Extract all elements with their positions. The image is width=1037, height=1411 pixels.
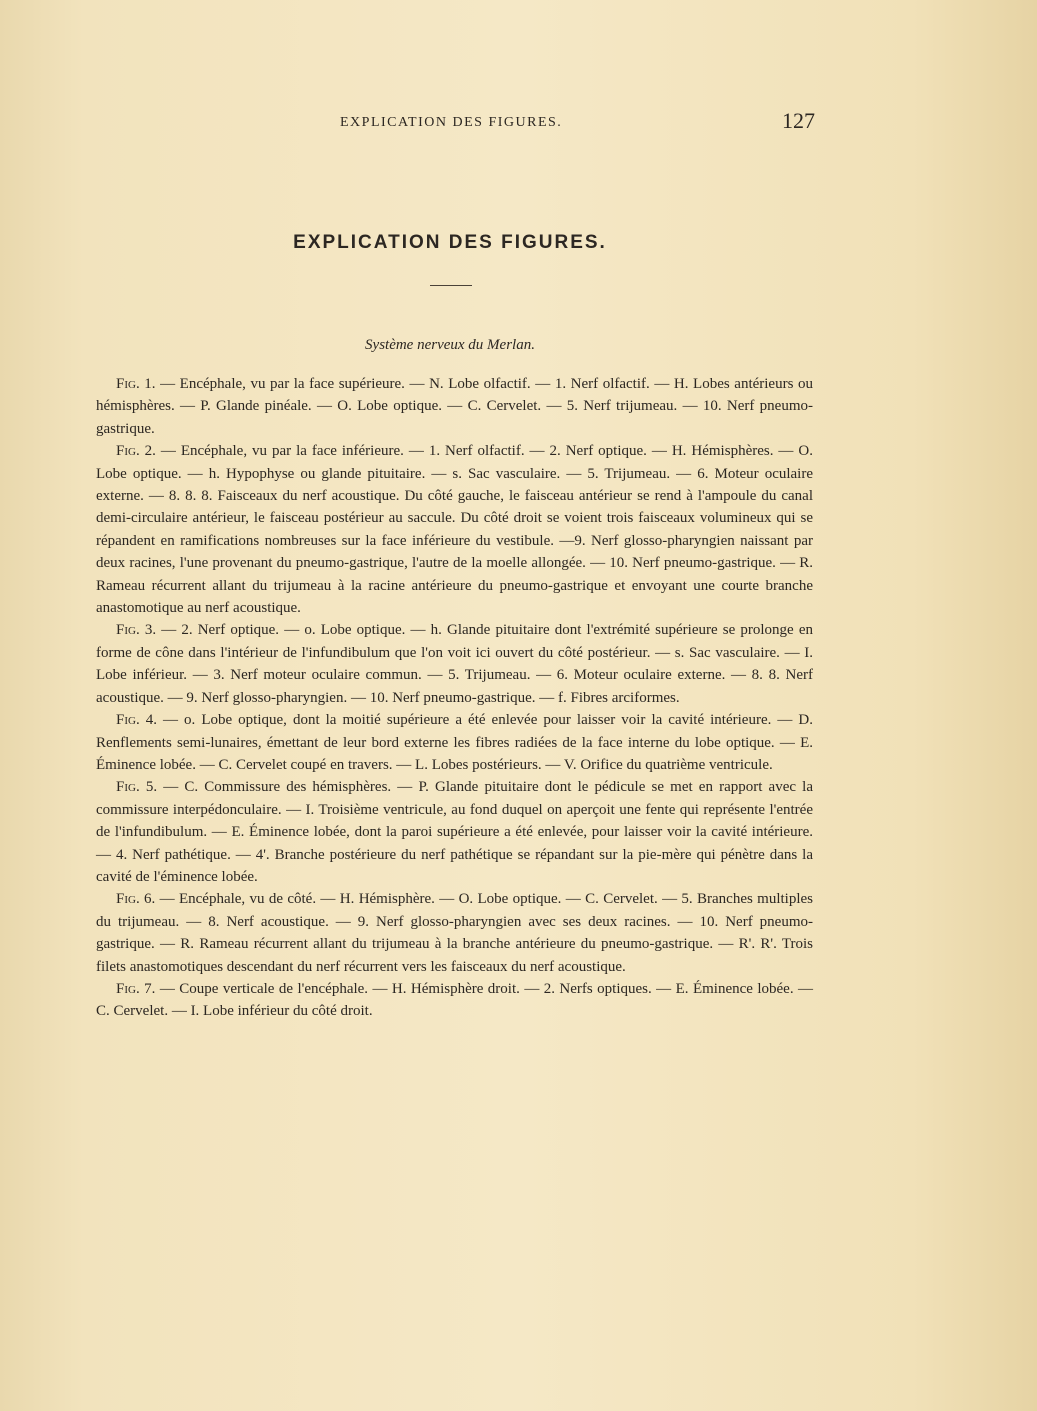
figure-paragraph-5	[96, 776, 813, 888]
figure-description: — C. Commissure des hémisphères. — P. Glande pituitaire dont le pédicule se met en rapport avec la commissure interpédonculaire. — I. Troisième ventricule, au fond duquel on aperçoit une fente qui représente l'entrée de l'infundibulum. — E. Éminence lobée, dont la paroi supérieure a été enlevée, pour laisser voir la cavité intérieure. — 4. Nerf pathétique. — 4'. Branche postérieure du nerf pathétique se répandant sur la pie-mère qui pénètre dans la cavité de l'éminence lobée.	[96, 779, 813, 885]
page-title: EXPLICATION DES FIGURES.	[293, 232, 607, 253]
figure-paragraph-1	[96, 373, 813, 440]
figure-description: — 2. Nerf optique. — o. Lobe optique. — h. Glande pituitaire dont l'extrémité supérieure se prolonge en forme de cône dans l'intérieur de l'infundibulum que l'on voit ici ouvert du côté postérieur. — s. Sac vasculaire. — I. Lobe inférieur. — 3. Nerf moteur oculaire commun. — 5. Trijumeau. — 6. Moteur oculaire externe. — 8. 8. Nerf acoustique. — 9. Nerf glosso-pharyngien. — 10. Nerf pneumo-gastrique. — f. Fibres arciformes.	[96, 622, 813, 706]
title-rule	[430, 285, 472, 286]
figure-description: — o. Lobe optique, dont la moitié supérieure a été enlevée pour laisser voir la cavité intérieure. — D. Renflements semi-lunaires, émettant de leur bord externe les fibres radiées de la face interne du lobe optique. — E. Éminence lobée. — C. Cervelet coupé en travers. — L. Lobes postérieurs. — V. Orifice du quatrième ventricule.	[96, 712, 813, 773]
figure-label: Fig. 5.	[116, 779, 158, 796]
figure-explanations	[96, 373, 813, 1023]
page-number: 127	[782, 108, 815, 133]
figure-paragraph-7	[96, 978, 813, 1023]
figure-paragraph-2	[96, 440, 813, 619]
figure-label: Fig. 2.	[116, 443, 156, 460]
figure-label: Fig. 1.	[116, 376, 156, 392]
figure-label: Fig. 3.	[116, 622, 157, 639]
figure-description: — Coupe verticale de l'encéphale. — H. Hémisphère droit. — 2. Nerfs optiques. — E. Éminence lobée. — C. Cervelet. — I. Lobe inférieur du côté droit.	[96, 980, 813, 1020]
figure-description: — Encéphale, vu par la face inférieure. — 1. Nerf olfactif. — 2. Nerf optique. — H. Hémisphères. — O. Lobe optique. — h. Hypophyse ou glande pituitaire. — s. Sac vasculaire. — 5. Trijumeau. — 6. Moteur oculaire externe. — 8. 8. 8. Faisceaux du nerf acoustique. Du côté gauche, le faisceau antérieur se rend à l'ampoule du canal demi-circulaire antérieur, le faisceau postérieur au saccule. Du côté droit se voient trois faisceaux volumineux qui se répandent en ramifications nombreuses sur la face inférieure du vestibule. —9. Nerf glosso-pharyngien naissant par deux racines, l'une provenant du pneumo-gastrique, l'autre de la moelle allongée. — 10. Nerf pneumo-gastrique. — R. Rameau récurrent allant du trijumeau à la racine antérieure du pneumo-gastrique et envoyant une courte branche anastomotique au nerf acoustique.	[96, 443, 813, 617]
figure-label: Fig. 4.	[116, 712, 157, 729]
figure-label: Fig. 7.	[116, 980, 156, 997]
figure-description: — Encéphale, vu par la face supérieure. — N. Lobe olfactif. — 1. Nerf olfactif. — H. Lobes antérieurs ou hémisphères. — P. Glande pinéale. — O. Lobe optique. — C. Cervelet. — 5. Nerf trijumeau. — 10. Nerf pneumo-gastrique.	[96, 376, 813, 437]
running-title: EXPLICATION DES FIGURES.	[340, 115, 563, 130]
figure-paragraph-4	[96, 709, 813, 776]
figure-description: — Encéphale, vu de côté. — H. Hémisphère. — O. Lobe optique. — C. Cervelet. — 5. Branches multiples du trijumeau. — 8. Nerf acoustique. — 9. Nerf glosso-pharyngien avec ses deux racines. — 10. Nerf pneumo-gastrique. — R. Rameau récurrent allant du trijumeau à la branche antérieure du pneumo-gastrique. — R'. R'. Trois filets anastomotiques descendant du nerf récurrent vers les faisceaux du nerf acoustique.	[96, 891, 813, 975]
figure-label: Fig. 6.	[116, 891, 156, 908]
section-subtitle: Système nerveux du Merlan.	[365, 337, 535, 353]
figure-paragraph-3	[96, 619, 813, 709]
figure-paragraph-6	[96, 888, 813, 978]
